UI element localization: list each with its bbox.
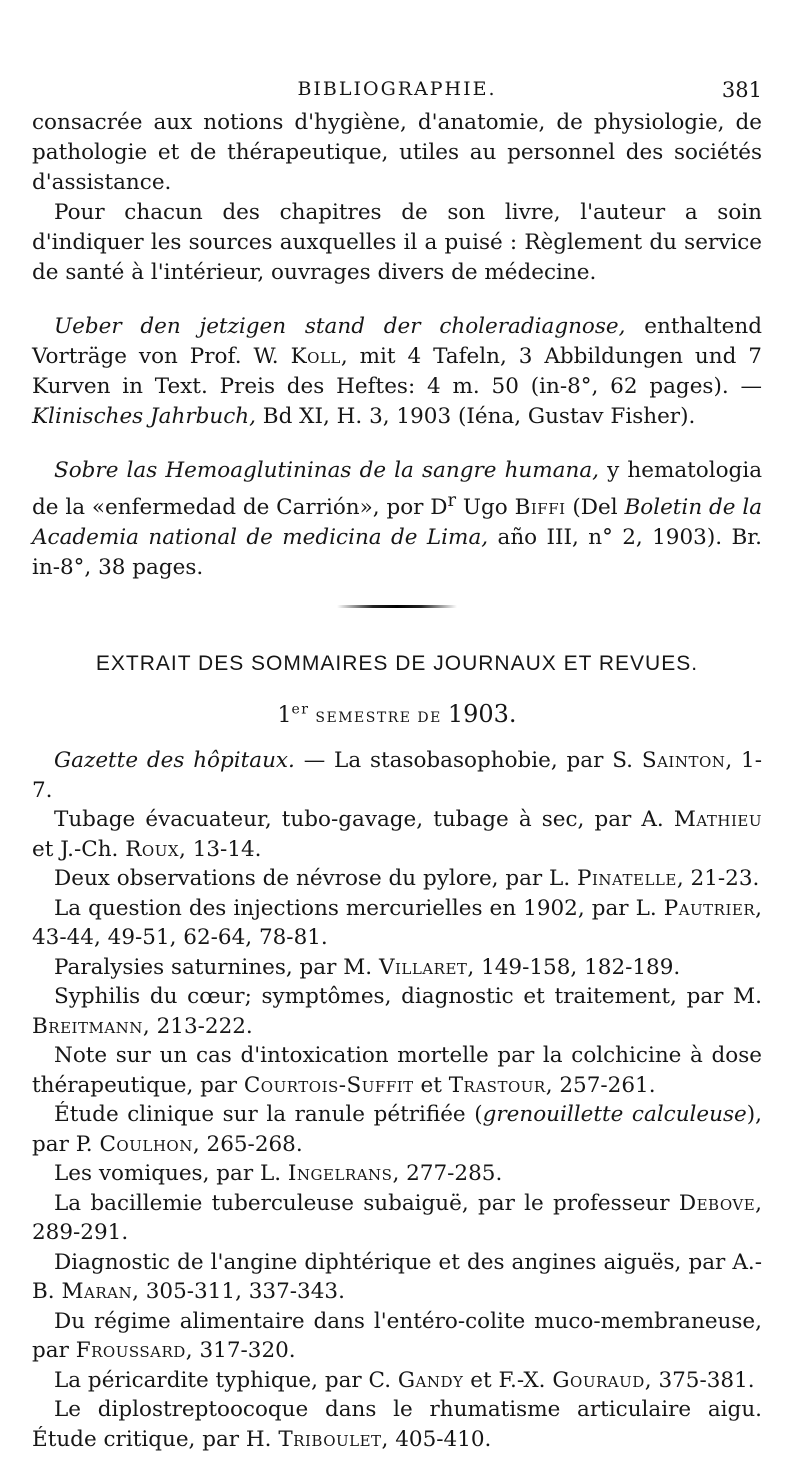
list-item <box>32 1041 762 1100</box>
journal-entries <box>32 746 762 1454</box>
entry-text: Syphilis du cœur; symptômes, diagnostic et traitement, par M. <box>54 984 762 1010</box>
list-item <box>32 953 762 983</box>
entry-author: Gouraud <box>552 1367 645 1393</box>
reference-journal: Klinisches Jahrbuch, <box>32 404 256 429</box>
entry-text: Deux observations de névrose du pylore, par L. <box>54 866 577 892</box>
reference-title: Ueber den jetzigen stand der choleradiagnose, <box>54 314 626 339</box>
entry-pages: , 13-14. <box>179 836 262 862</box>
page-number: 381 <box>721 78 762 102</box>
reference-title: Sobre las Hemoaglutininas de la sangre humana, <box>54 458 599 483</box>
entry-text: et <box>413 1072 449 1098</box>
entry-pages: , 1-7. <box>32 748 762 803</box>
entry-text: Du régime alimentaire dans l'entéro-colite muco-membraneuse, par <box>32 1308 762 1364</box>
entry-pages: , 289-291. <box>32 1190 762 1246</box>
reference-text: enthaltend Vorträge von Prof. W. <box>32 314 762 369</box>
list-item <box>32 894 762 953</box>
reference-text: (Del <box>565 495 625 521</box>
reference-text: Bd XI, H. 3, 1903 (Iéna, Gustav Fisher). <box>255 404 696 429</box>
entry-author: Gandy <box>397 1367 464 1393</box>
semester-label: SEMESTRE DE <box>309 710 448 727</box>
list-item <box>32 1307 762 1366</box>
list-item <box>32 982 762 1041</box>
entry-text: et F.-X. <box>463 1367 553 1393</box>
entry-pages: , 149-158, 182-189. <box>467 954 681 980</box>
bibliographic-reference <box>32 312 762 432</box>
document-page <box>32 72 762 1454</box>
entry-text: Le diplostreptoocoque dans le rhumatisme articulaire aigu. Étude critique, par H. <box>32 1397 762 1452</box>
entry-author: Debove <box>678 1190 756 1216</box>
entry-pages: , 265-268. <box>192 1131 303 1157</box>
reference-author: Koll <box>290 344 341 369</box>
list-item <box>32 805 762 864</box>
section-title: EXTRAIT DES SOMMAIRES DE JOURNAUX ET REVUES. <box>95 652 699 676</box>
entry-pages: , 375-381. <box>644 1367 755 1393</box>
entry-text: — La stasobasophobie, par S. <box>294 748 642 774</box>
list-item <box>32 1248 762 1307</box>
section-subtitle <box>32 700 762 728</box>
entry-author: Courtois-Suffit <box>243 1072 414 1098</box>
entry-author: Ingelrans <box>287 1161 393 1187</box>
reference-text: año III, n° 2, 1903). Br. in-8°, 38 pages. <box>32 525 763 581</box>
list-item <box>32 864 762 894</box>
reference-author: Biffi <box>514 495 566 521</box>
entry-text: Les vomiques, par L. <box>54 1161 288 1187</box>
entry-author: Froussard <box>75 1338 186 1364</box>
reference-text: y hematologia de la «enfermedad de Carrión», por D <box>32 458 763 521</box>
entry-text: ), par P. <box>32 1102 762 1157</box>
entry-text: Étude clinique sur la ranule pétrifiée ( <box>54 1102 483 1128</box>
list-item <box>32 1366 762 1396</box>
bibliographic-reference <box>32 456 762 583</box>
entry-author: Sainton <box>641 748 726 774</box>
entry-text: Tubage évacuateur, tubo-gavage, tubage à sec, par A. <box>54 807 674 833</box>
entry-author: Roux <box>125 836 180 862</box>
reference-text: Ugo <box>456 495 515 521</box>
entry-pages: , 405-410. <box>381 1426 492 1452</box>
entry-pages: , 277-285. <box>392 1161 503 1187</box>
entry-text: Paralysies saturnines, par M. <box>54 954 379 980</box>
reference-text: , mit 4 Tafeln, 3 Abbildungen und 7 Kurven in Text. Preis des Heftes: 4 m. 50 (in-8°, 62 pages). — <box>32 344 762 399</box>
entry-pages: , 305-311, 337-343. <box>132 1279 345 1305</box>
entry-text: La péricardite typhique, par C. <box>54 1367 398 1393</box>
running-header <box>32 72 762 108</box>
entry-pages: , 213-222. <box>142 1013 253 1039</box>
entry-pages: , 21-23. <box>676 866 760 892</box>
entry-author: Pinatelle <box>576 866 677 892</box>
reference-journal: Boletin de la Academia national de medicina de Lima, <box>32 495 763 551</box>
journal-name: Gazette des hôpitaux. <box>54 748 295 774</box>
running-title: BIBLIOGRAPHIE. <box>297 78 497 100</box>
entry-pages: , 43-44, 49-51, 62-64, 78-81. <box>32 895 762 951</box>
entry-text: Note sur un cas d'intoxication mortelle par la colchicine à dose thérapeutique, par <box>32 1043 762 1098</box>
list-item <box>32 1159 762 1189</box>
entry-text: Diagnostic de l'angine diphtérique et des angines aiguës, par A.-B. <box>32 1249 762 1305</box>
entry-author: Triboulet <box>278 1426 382 1452</box>
semester-year: 1903. <box>447 700 517 729</box>
entry-author: Mathieu <box>673 807 762 833</box>
entry-author: Trastour <box>448 1072 546 1098</box>
list-item <box>32 746 762 805</box>
reference-text: r <box>447 490 457 511</box>
semester-ordinal: 1 <box>277 703 292 729</box>
entry-text: La bacillemie tuberculeuse subaiguë, par le professeur <box>54 1190 679 1216</box>
entry-pages: , 317-320. <box>185 1338 296 1364</box>
entry-author: Pautrier <box>663 895 756 921</box>
entry-italic-term: grenouillette calculeuse <box>482 1102 747 1128</box>
section-divider <box>337 605 457 608</box>
entry-author: Breitmann <box>32 1013 143 1039</box>
entry-text: La question des injections mercurielles en 1902, par L. <box>54 895 664 921</box>
intro-paragraph-continued: consacrée aux notions d'hygiène, d'anatomie, de physiologie, de pathologie et de thérapeutique, utiles au personnel des sociétés d'assistance. <box>32 110 762 195</box>
entry-author: Maran <box>61 1279 133 1305</box>
list-item <box>32 1100 762 1159</box>
semester-ordinal-suffix: er <box>291 701 310 718</box>
entry-author: Villaret <box>378 954 468 980</box>
entry-text: et J.-Ch. <box>32 836 126 862</box>
entry-author: Coulhon <box>99 1131 193 1157</box>
list-item <box>32 1189 762 1248</box>
entry-pages: , 257-261. <box>545 1072 656 1098</box>
list-item <box>32 1395 762 1454</box>
intro-paragraph-sources: Pour chacun des chapitres de son livre, l'auteur a soin d'indiquer les sources auxquelles il a puisé : Règlement du service de santé à l'intérieur, ouvrages divers de médecine. <box>32 200 762 285</box>
